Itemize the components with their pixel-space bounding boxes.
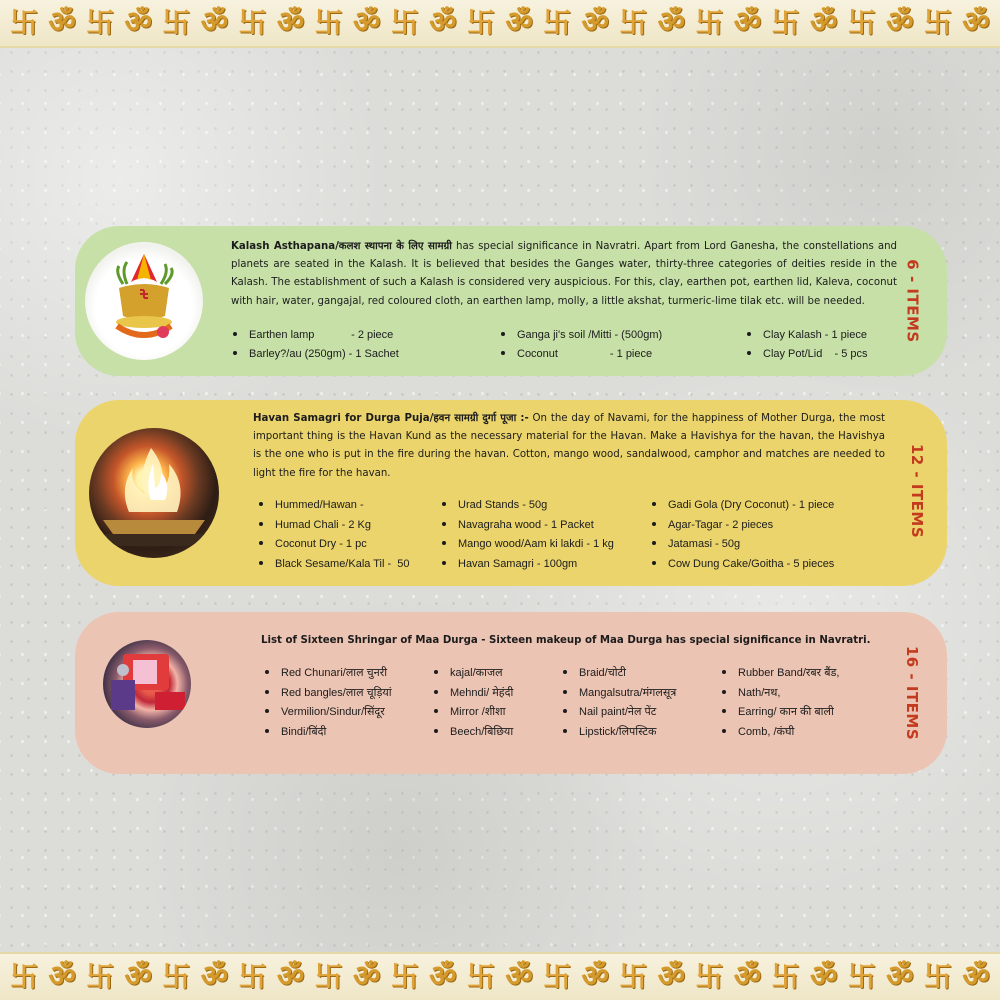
list-item: Navagraha wood - 1 Packet (438, 516, 614, 536)
list-item: Black Sesame/Kala Til - 50 (255, 555, 410, 575)
om-icon: ॐ (505, 959, 533, 994)
list-item: Earring/ कान की बाली (718, 703, 839, 723)
swastika-icon: 卐 (86, 6, 115, 39)
om-icon: ॐ (429, 5, 457, 40)
list-item: Vermilion/Sindur/सिंदूर (261, 703, 392, 723)
bottom-decorative-border (0, 952, 1000, 1000)
kalash-list-col-3 (743, 326, 868, 364)
shringar-list-col-3 (559, 664, 676, 742)
swastika-icon: 卐 (390, 960, 419, 993)
swastika-icon: 卐 (543, 6, 572, 39)
om-icon: ॐ (124, 959, 152, 994)
havan-fire-icon (89, 428, 219, 558)
kalash-icon (113, 252, 175, 348)
list-item: Nath/नथ, (718, 684, 839, 704)
om-icon: ॐ (200, 5, 229, 40)
swastika-icon: 卐 (923, 6, 952, 39)
havan-list-col-3 (648, 496, 834, 574)
swastika-icon: 卐 (238, 6, 267, 39)
swastika-icon: 卐 (162, 6, 191, 39)
kalash-list-col-2 (497, 326, 662, 364)
swastika-icon: 卐 (695, 6, 724, 39)
kalash-image (85, 242, 203, 360)
shringar-card (75, 612, 947, 774)
om-icon: ॐ (276, 5, 305, 40)
shringar-description: List of Sixteen Shringar of Maa Durga - Sixteen makeup of Maa Durga has special significance in Navratri. (261, 635, 871, 646)
list-item: Ganga ji's soil /Mitti - (500gm) (497, 326, 662, 345)
swastika-icon: 卐 (771, 6, 800, 39)
list-item: Red Chunari/लाल चुनरी (261, 664, 392, 684)
havan-description (253, 410, 885, 483)
om-icon: ॐ (657, 5, 686, 40)
swastika-icon: 卐 (9, 960, 38, 993)
list-item: Bindi/बिंदी (261, 723, 392, 743)
list-item: Coconut - 1 piece (497, 345, 662, 364)
om-icon: ॐ (581, 959, 609, 994)
list-item: Agar-Tagar - 2 pieces (648, 516, 834, 536)
shringar-list-col-1 (261, 664, 392, 742)
havan-list-col-1 (255, 496, 410, 574)
swastika-icon: 卐 (314, 960, 343, 993)
swastika-icon: 卐 (238, 960, 267, 993)
om-icon: ॐ (733, 5, 762, 40)
swastika-icon: 卐 (619, 6, 648, 39)
havan-title: Havan Samagri for Durga Puja/हवन सामग्री दुर्गा पूजा :- (253, 413, 529, 424)
om-icon: ॐ (276, 959, 305, 994)
om-icon: ॐ (353, 5, 381, 40)
om-icon: ॐ (962, 5, 990, 40)
swastika-icon: 卐 (314, 6, 343, 39)
list-item: Lipstick/लिपस्टिक (559, 723, 676, 743)
list-item: Beech/बिछिया (430, 723, 513, 743)
swastika-icon: 卐 (771, 960, 800, 993)
list-item: Humad Chali - 2 Kg (255, 516, 410, 536)
list-item: Coconut Dry - 1 pc (255, 535, 410, 555)
kalash-title: Kalash Asthapana/कलश स्थापना के लिए सामग्री (231, 241, 452, 252)
shringar-list-col-2 (430, 664, 513, 742)
kalash-items-count: 6 - ITEMS (903, 259, 922, 343)
shringar-list-col-4 (718, 664, 839, 742)
list-item: Mangalsutra/मंगलसूत्र (559, 684, 676, 704)
om-icon: ॐ (657, 959, 686, 994)
kalash-text: has special significance in Navratri. Apart from Lord Ganesha, the constellations and planets are seated in the Kalash. It is believed that besides the Ganges water, thirty-three categories of deities reside in the Kalash. The establishment of such a Kalash is considered very auspicious. For this, clay, earthen pot, earthen lid, Kaleva, coconut with hair, water, gangajal, red coloured cloth, an earthen lamp, molly, a little akshat, turmeric-lime tilak etc. will be needed. (231, 241, 898, 307)
havan-items-count: 12 - ITEMS (908, 443, 927, 539)
list-item: Nail paint/नेल पेंट (559, 703, 676, 723)
list-item: Urad Stands - 50g (438, 496, 614, 516)
list-item: Mango wood/Aam ki lakdi - 1 kg (438, 535, 614, 555)
list-item: Rubber Band/रबर बैंड, (718, 664, 839, 684)
list-item: Barley?/au (250gm) - 1 Sachet (229, 345, 399, 364)
kalash-list-col-1 (229, 326, 399, 364)
om-icon: ॐ (886, 5, 914, 40)
swastika-icon: 卐 (466, 960, 495, 993)
list-item: Comb, /कंघी (718, 723, 839, 743)
shringar-items-icon (103, 640, 191, 728)
list-item: Havan Samagri - 100gm (438, 555, 614, 575)
list-item: Hummed/Hawan - (255, 496, 410, 516)
list-item: Mehndi/ मेहंदी (430, 684, 513, 704)
list-item: Clay Pot/Lid - 5 pcs (743, 345, 868, 364)
list-item: Clay Kalash - 1 piece (743, 326, 868, 345)
swastika-icon: 卐 (86, 960, 115, 993)
om-icon: ॐ (429, 959, 457, 994)
kalash-card (75, 226, 947, 376)
om-icon: ॐ (962, 959, 990, 994)
list-item: Jatamasi - 50g (648, 535, 834, 555)
swastika-icon: 卐 (695, 960, 724, 993)
om-icon: ॐ (886, 959, 914, 994)
list-item: Red bangles/लाल चूड़ियां (261, 684, 392, 704)
om-icon: ॐ (809, 5, 838, 40)
list-item: kajal/काजल (430, 664, 513, 684)
list-item: Cow Dung Cake/Goitha - 5 pieces (648, 555, 834, 575)
om-icon: ॐ (809, 959, 838, 994)
om-icon: ॐ (581, 5, 609, 40)
om-icon: ॐ (733, 959, 762, 994)
shringar-image (103, 640, 191, 728)
swastika-icon: 卐 (543, 960, 572, 993)
swastika-icon: 卐 (162, 960, 191, 993)
list-item: Gadi Gola (Dry Coconut) - 1 piece (648, 496, 834, 516)
om-icon: ॐ (48, 959, 76, 994)
swastika-icon: 卐 (466, 6, 495, 39)
top-decorative-border (0, 0, 1000, 48)
havan-list-col-2 (438, 496, 614, 574)
om-icon: ॐ (200, 959, 229, 994)
om-icon: ॐ (124, 5, 152, 40)
swastika-icon: 卐 (923, 960, 952, 993)
list-item: Braid/चोटी (559, 664, 676, 684)
swastika-icon: 卐 (390, 6, 419, 39)
havan-text: On the day of Navami, for the happiness of Mother Durga, the most important thing is the Havan Kund as the necessary material for the Havan. Make a Havishya for the havan, the Havishya is the one who is put in the fire during the havan. Cotton, mango wood, sandalwood, camphor and matches are needed to light the fire for the havan. (253, 413, 885, 479)
kalash-description (231, 238, 897, 311)
om-icon: ॐ (505, 5, 533, 40)
swastika-icon: 卐 (9, 6, 38, 39)
swastika-icon: 卐 (847, 6, 876, 39)
swastika-icon: 卐 (847, 960, 876, 993)
list-item: Earthen lamp - 2 piece (229, 326, 399, 345)
list-item: Mirror /शीशा (430, 703, 513, 723)
havan-card (75, 400, 947, 586)
shringar-items-count: 16 - ITEMS (903, 645, 922, 741)
swastika-icon: 卐 (619, 960, 648, 993)
om-icon: ॐ (48, 5, 76, 40)
havan-image (89, 428, 219, 558)
om-icon: ॐ (353, 959, 381, 994)
